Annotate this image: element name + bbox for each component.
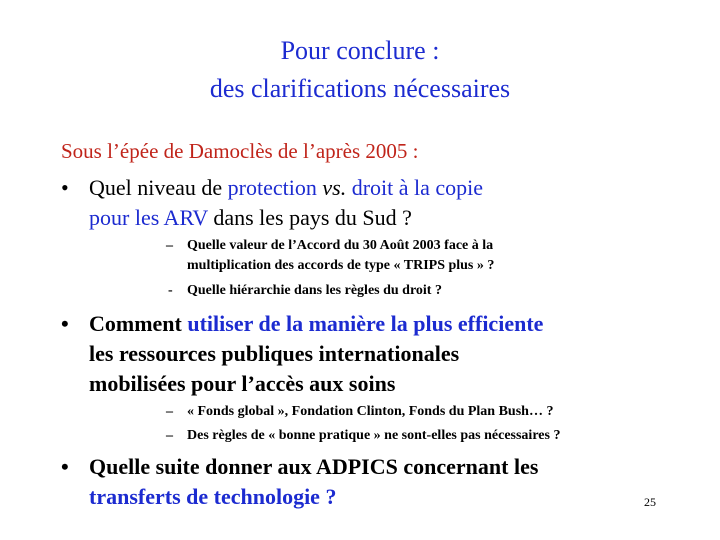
dash-marker: – — [166, 428, 173, 443]
bullet-3-line-1: Quelle suite donner aux ADPICS concernant les — [89, 454, 539, 479]
page-number: 25 — [644, 495, 656, 509]
title-line-2: des clarifications nécessaires — [209, 74, 511, 103]
dash-marker: – — [166, 238, 173, 253]
text-run-blue: protection — [227, 175, 317, 200]
text-run: Quel niveau de — [89, 175, 228, 200]
sub-item-text — [187, 236, 494, 276]
text-run-blue: utiliser de la manière la plus efficiente — [187, 311, 544, 336]
bullet-3-text — [89, 452, 538, 512]
bullet-dot: • — [61, 311, 69, 336]
text-run-blue: pour les ARV — [89, 205, 208, 230]
bullet-dot: • — [61, 175, 69, 200]
bullet-3-line-2: transferts de technologie ? — [89, 484, 337, 509]
title-line-1: Pour conclure : — [280, 36, 440, 65]
sub-item-text: Quelle hiérarchie dans les règles du droit ? — [187, 283, 442, 298]
bullet-2-text — [89, 309, 543, 399]
dash-marker: – — [166, 404, 173, 419]
sub-line: multiplication des accords de type « TRIPS plus » ? — [187, 258, 495, 273]
text-run: dans les pays du Sud ? — [207, 205, 412, 230]
bullet-2-line-3: mobilisées pour l’accès aux soins — [89, 371, 396, 396]
bullet-2-line-1 — [89, 309, 543, 339]
slide-title — [0, 32, 720, 108]
bullet-dot: • — [61, 454, 69, 479]
text-run-blue: droit à la copie — [346, 175, 484, 200]
dash-marker: - — [168, 283, 173, 298]
text-run-italic: vs. — [316, 175, 347, 200]
intro-heading: Sous l’épée de Damoclès de l’après 2005 : — [61, 139, 419, 163]
sub-item-text: « Fonds global », Fondation Clinton, Fonds du Plan Bush… ? — [187, 404, 554, 419]
sub-line: Quelle valeur de l’Accord du 30 Août 2003 face à la — [187, 238, 494, 253]
bullet-1-line-2 — [89, 203, 483, 233]
bullet-1-text — [89, 173, 483, 233]
text-run: Comment — [89, 311, 188, 336]
bullet-2-line-2: les ressources publiques internationales — [89, 341, 460, 366]
bullet-1-line-1 — [89, 173, 483, 203]
sub-item-text: Des règles de « bonne pratique » ne sont-elles pas nécessaires ? — [187, 428, 561, 443]
